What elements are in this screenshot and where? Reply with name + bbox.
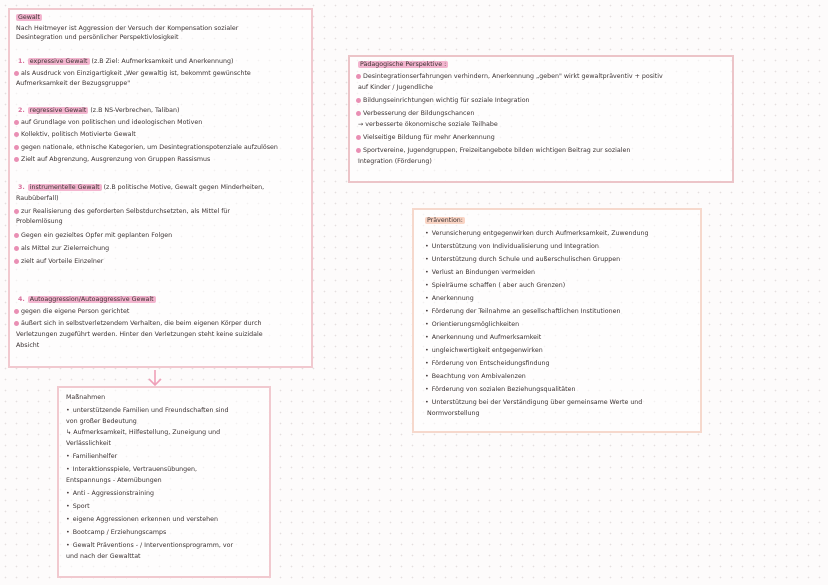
gewalt-intro-line-1: Nach Heitmeyer ist Aggression der Versuch der Kompensation sozialer bbox=[16, 25, 239, 32]
praevention-item: • Beachtung von Ambivalenzen bbox=[425, 373, 526, 381]
praevention-item: • ungleichwertigkeit entgegenwirken bbox=[425, 347, 543, 355]
praevention-item: • Förderung von Entscheidungsfindung bbox=[425, 360, 549, 368]
pink-bullet-icon bbox=[356, 148, 361, 153]
instrumentelle-item-4: zielt auf Vorteile Einzelner bbox=[14, 258, 103, 266]
expressive-heading: 1. expressive Gewalt (z.B Ziel: Aufmerksamkeit und Anerkennung) bbox=[18, 58, 234, 65]
praevention-item: • Anerkennung und Aufmerksamkeit bbox=[425, 334, 541, 342]
pink-bullet-icon bbox=[14, 246, 19, 251]
pink-bullet-icon bbox=[14, 132, 19, 137]
massnahmen-item: • Interaktionsspiele, Vertrauensübungen, bbox=[66, 466, 197, 474]
pink-bullet-icon bbox=[14, 157, 19, 162]
pink-bullet-icon bbox=[14, 259, 19, 264]
pink-bullet-icon bbox=[14, 120, 19, 125]
praevention-item: • Förderung von sozialen Beziehungsqualitäten bbox=[425, 386, 576, 394]
auto-item-2: äußert sich in selbstverletzendem Verhalten, die beim eigenen Körper durch bbox=[14, 320, 262, 328]
pink-bullet-icon bbox=[14, 209, 19, 214]
instrumentelle-heading-cont: Raubüberfall) bbox=[16, 195, 59, 202]
paedagogisch-item-cont: auf Kinder / Jugendliche bbox=[358, 84, 434, 91]
massnahmen-item: • eigene Aggressionen erkennen und verstehen bbox=[66, 516, 218, 524]
praevention-item-cont: Normvorstellung bbox=[427, 410, 480, 417]
massnahmen-item-cont: ↳ Aufmerksamkeit, Hilfestellung, Zuneigung und bbox=[66, 429, 221, 436]
praevention-item: • Orientierungsmöglichkeiten bbox=[425, 321, 519, 329]
praevention-item: • Verunsicherung entgegenwirken durch Aufmerksamkeit, Zuwendung bbox=[425, 230, 649, 238]
massnahmen-item: • Bootcamp / Erziehungscamps bbox=[66, 529, 166, 537]
massnahmen-item: • Anti - Aggressionstraining bbox=[66, 490, 154, 498]
massnahmen-item-cont: Verlässlichkeit bbox=[66, 440, 111, 447]
paedagogisch-item: Bildungseinrichtungen wichtig für soziale Integration bbox=[356, 97, 530, 105]
paedagogisch-item: Desintegrationserfahrungen verhindern, Anerkennung „geben" wirkt gewaltpräventiv + positiv bbox=[356, 73, 663, 81]
massnahmen-item: • Sport bbox=[66, 503, 90, 511]
praevention-item: • Unterstützung von Individualisierung und Integration bbox=[425, 243, 599, 251]
gewalt-intro-line-2: Desintegration und persönlicher Perspektivlosigkeit bbox=[16, 34, 179, 41]
regressive-item-4: Zielt auf Abgrenzung, Ausgrenzung von Gruppen Rassismus bbox=[14, 156, 210, 164]
expressive-line-1: als Ausdruck von Einzigartigkeit „Wer gewaltig ist, bekommt gewünschte bbox=[14, 70, 251, 78]
pink-bullet-icon bbox=[356, 111, 361, 116]
pink-bullet-icon bbox=[356, 74, 361, 79]
auto-item-2-cont-2: Absicht bbox=[16, 342, 40, 349]
auto-item-2-cont: Verletzungen zugeführt werden. Hinter den Verletzungen steht keine suizidale bbox=[16, 331, 263, 338]
pink-bullet-icon bbox=[14, 321, 19, 326]
pink-bullet-icon bbox=[14, 71, 19, 76]
massnahmen-item-cont: und nach der Gewalttat bbox=[66, 553, 141, 560]
regressive-heading: 2. regressive Gewalt (z.B NS-Verbrechen, Taliban) bbox=[18, 107, 180, 114]
pink-bullet-icon bbox=[356, 98, 361, 103]
instrumentelle-item-1: zur Realisierung des geforderten Selbstdurchsetzten, als Mittel für bbox=[14, 208, 230, 216]
paedagogisch-title: Pädagogische Perspektive : bbox=[360, 61, 447, 68]
paedagogisch-item: Vielseitige Bildung für mehr Anerkennung bbox=[356, 134, 495, 142]
praevention-item: • Unterstützung bei der Verständigung über gemeinsame Werte und bbox=[425, 399, 642, 407]
pink-bullet-icon bbox=[14, 233, 19, 238]
regressive-item-2: Kollektiv, politisch Motivierte Gewalt bbox=[14, 131, 136, 139]
massnahmen-item-cont: Entspannungs - Atemübungen bbox=[66, 477, 162, 484]
auto-heading: 4. Autoaggression/Autoaggressive Gewalt bbox=[18, 296, 154, 303]
paedagogisch-item: Verbesserung der Bildungschancen bbox=[356, 110, 474, 118]
praevention-title: Prävention: bbox=[427, 217, 463, 224]
gewalt-title: Gewalt bbox=[18, 14, 40, 21]
paedagogisch-item: Sportvereine, Jugendgruppen, Freizeitangebote bilden wichtigen Beitrag zur sozialen bbox=[356, 147, 630, 155]
massnahmen-item: • Gewalt Präventions - / Interventionsprogramm, vor bbox=[66, 542, 233, 550]
massnahmen-item: • unterstützende Familien und Freundschaften sind bbox=[66, 407, 229, 415]
paedagogisch-item-cont: Integration (Förderung) bbox=[358, 158, 432, 165]
paedagogisch-item-cont: → verbesserte ökonomische soziale Teilhabe bbox=[358, 121, 498, 128]
praevention-item: • Förderung der Teilnahme an gesellschaftlichen Institutionen bbox=[425, 308, 620, 316]
regressive-item-3: gegen nationale, ethnische Kategorien, um Desintegrationspotenziale aufzulösen bbox=[14, 144, 278, 152]
praevention-item: • Anerkennung bbox=[425, 295, 474, 303]
instrumentelle-heading: 3. instrumentelle Gewalt (z.B politische Motive, Gewalt gegen Minderheiten, bbox=[18, 184, 265, 191]
praevention-item: • Unterstützung durch Schule und außerschulischen Gruppen bbox=[425, 256, 620, 264]
pink-bullet-icon bbox=[14, 309, 19, 314]
praevention-item: • Verlust an Bindungen vermeiden bbox=[425, 269, 535, 277]
instrumentelle-item-2: Gegen ein gezieltes Opfer mit geplanten Folgen bbox=[14, 232, 172, 240]
instrumentelle-item-3: als Mittel zur Zielerreichung bbox=[14, 245, 109, 253]
auto-item-1: gegen die eigene Person gerichtet bbox=[14, 308, 129, 316]
massnahmen-item-cont: von großer Bedeutung bbox=[66, 418, 137, 425]
massnahmen-item: • Familienhelfer bbox=[66, 453, 117, 461]
expressive-line-2: Aufmerksamkeit der Bezugsgruppe" bbox=[16, 80, 131, 87]
praevention-item: • Spielräume schaffen ( aber auch Grenzen) bbox=[425, 282, 565, 290]
massnahmen-title: Maßnahmen bbox=[66, 394, 106, 401]
regressive-item-1: auf Grundlage von politischen und ideologischen Motiven bbox=[14, 119, 202, 127]
pink-bullet-icon bbox=[14, 145, 19, 150]
pink-bullet-icon bbox=[356, 135, 361, 140]
instrumentelle-item-1-cont: Problemlösung bbox=[16, 218, 63, 225]
